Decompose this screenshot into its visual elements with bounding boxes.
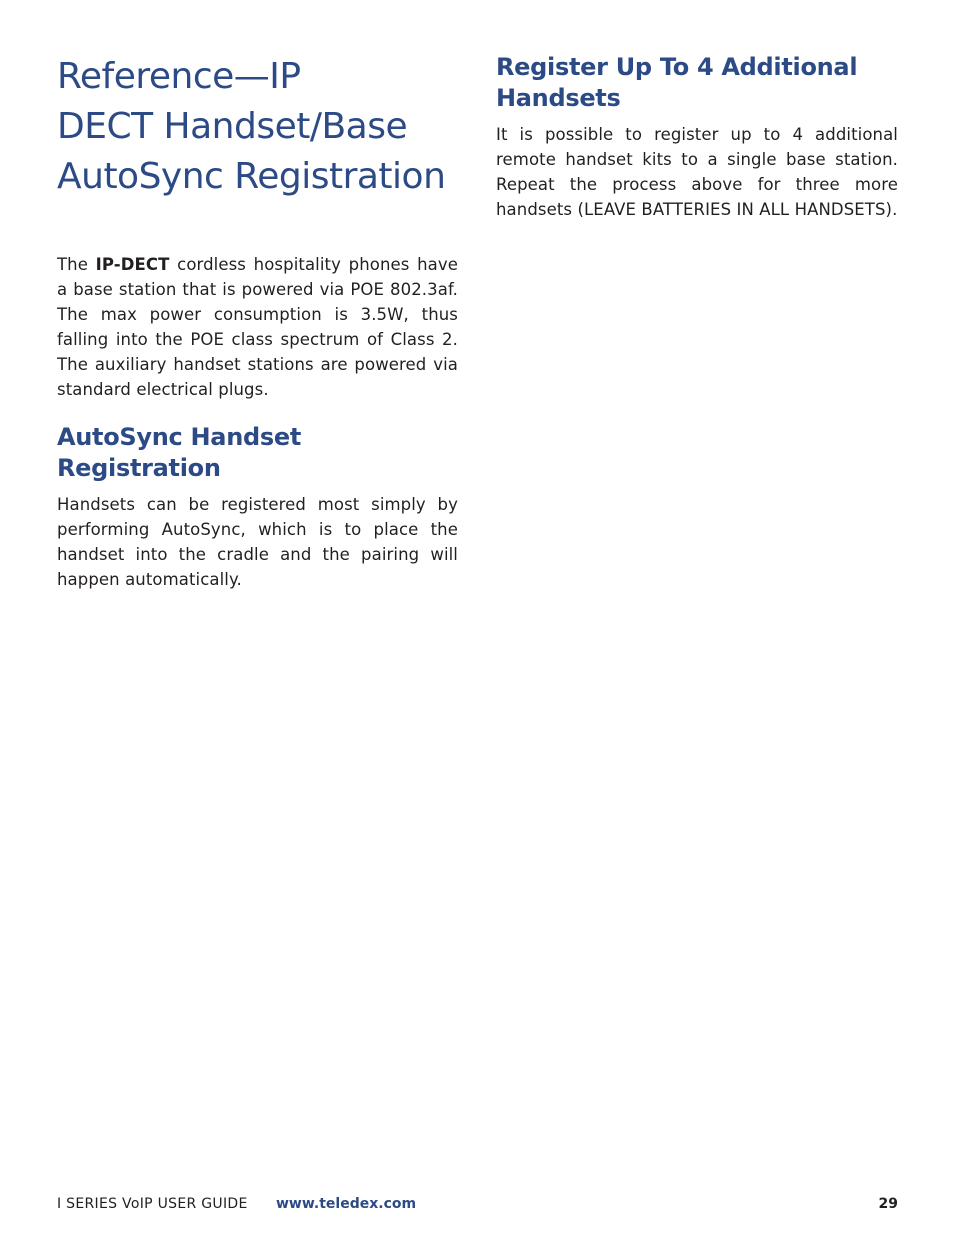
page-title xyxy=(57,52,458,202)
autosync-paragraph: Handsets can be registered most simply by performing AutoSync, which is to place the handset into the cradle and the pairing will happen automatically. xyxy=(57,495,458,589)
register-heading xyxy=(496,52,898,114)
intro-paragraph xyxy=(57,252,458,402)
left-column xyxy=(57,52,458,592)
page-number: 29 xyxy=(878,1196,898,1212)
register-heading-line-2: Handsets xyxy=(496,84,621,112)
page-title-line-2: DECT Handset/Base xyxy=(57,106,408,147)
register-paragraph: It is possible to register up to 4 additional remote handset kits to a single base station. Repeat the process above for three more handsets (LEAVE BATTERIES IN ALL HANDSETS). xyxy=(496,125,898,219)
intro-product-name: IP-DECT xyxy=(95,255,170,274)
page-footer xyxy=(57,1195,898,1215)
right-column xyxy=(496,52,898,222)
footer-guide-title: I SERIES VoIP USER GUIDE xyxy=(57,1196,248,1212)
page-title-line-1: Reference—IP xyxy=(57,56,301,97)
intro-prefix: The xyxy=(57,255,96,274)
footer-website-link[interactable]: www.teledex.com xyxy=(276,1196,417,1212)
intro-rest: cordless hospitality phones have a base station that is powered via POE 802.3af. The max power consumption is 3.5W, thus falling into the POE class spectrum of Class 2. The auxiliary handset stations are powered via standard electrical plugs. xyxy=(57,255,458,399)
page-title-line-3: AutoSync Registration xyxy=(57,156,446,197)
autosync-heading: AutoSync Handset Registration xyxy=(57,423,302,482)
register-heading-line-1: Register Up To 4 Additional xyxy=(496,53,858,81)
